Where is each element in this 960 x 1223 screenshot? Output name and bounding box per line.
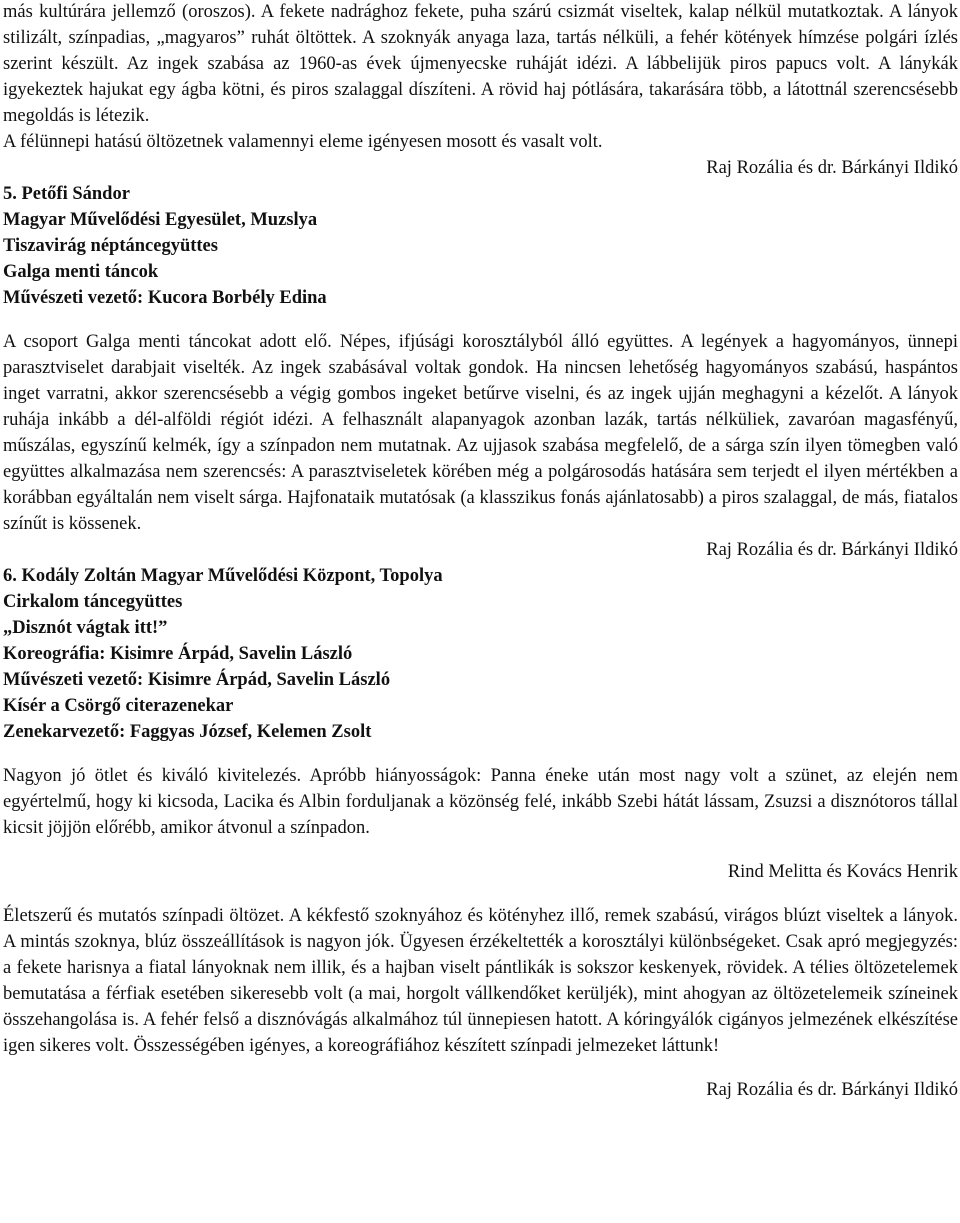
spacer: [3, 885, 958, 903]
spacer: [3, 841, 958, 859]
spacer: [3, 311, 958, 329]
intro-paragraph-2: A félünnepi hatású öltözetnek valamennyi eleme igényesen mosott és vasalt volt.: [3, 132, 603, 152]
section-6-band-leader: Zenekarvezető: Faggyas József, Kelemen Zsolt: [3, 722, 372, 742]
section-5-ensemble: Tiszavirág néptáncegyüttes: [3, 236, 218, 256]
intro-paragraph: más kultúrára jellemző (oroszos). A fekete nadrághoz fekete, puha szárú csizmát viseltek, kalap nélkül mutatkoztak. A lányok stilizált, színpadias, „magyaros” ruhát öltöttek. A szoknyák anyaga laza, tartás nélküli, a fehér kötények hímzése polgári ízlés szerint készült. Az ingek szabása az 1960-as évek újmenyecske ruháját idézi. A lábbelijük piros papucs volt. A lánykák igyekeztek hajukat egy ágba kötni, és piros szalaggal díszíteni. A rövid haj pótlására, takarására több, a látottnál szerencsésebb megoldás is létezik.: [3, 2, 958, 126]
signature: Raj Rozália és dr. Bárkányi Ildikó: [706, 1080, 958, 1100]
section-5-organization: Magyar Művelődési Egyesület, Muzslya: [3, 210, 318, 230]
spacer: [3, 1059, 958, 1077]
section-6-program: „Disznót vágtak itt!”: [3, 618, 168, 638]
section-5-title: 5. Petőfi Sándor: [3, 184, 130, 204]
document-page: [3, 0, 958, 1103]
spacer: [3, 745, 958, 763]
section-6-ensemble: Cirkalom táncegyüttes: [3, 592, 183, 612]
section-6-review-2: Életszerű és mutatós színpadi öltözet. A kékfestő szoknyához és kötényhez illő, remek szabású, virágos blúzt viseltek a lányok. A mintás szoknya, blúz összeállítások is nagyon jók. Ügyesen érzékeltették a korosztályi különbségeket. Csak apró megjegyzés: a fekete harisnya a fiatal lányoknak nem illik, és a hajban viselt pántlikák is sokszor keskenyek, rövidek. A télies öltözetelemek bemutatása a férfiak esetében sikeresebb volt (a mai, horgolt vállkendőket kerüljék), mint ahogyan az öltözetelemeik színeinek összehangolása is. A fehér felső a disznóvágás alkalmához túl ünnepiesen hatott. A kóringyálók cigányos jelmezének elkészítése igen sikeres volt. Összességében igényes, a koreográfiához készített színpadi jelmezeket láttunk!: [3, 906, 958, 1056]
section-6-accompaniment: Kísér a Csörgő citerazenekar: [3, 696, 234, 716]
signature: Raj Rozália és dr. Bárkányi Ildikó: [706, 158, 958, 178]
section-5-program: Galga menti táncok: [3, 262, 159, 282]
section-6-heading: [3, 563, 958, 745]
section-6-choreography: Koreográfia: Kisimre Árpád, Savelin László: [3, 644, 353, 664]
section-6-director: Művészeti vezető: Kisimre Árpád, Savelin László: [3, 670, 391, 690]
signature: Raj Rozália és dr. Bárkányi Ildikó: [706, 540, 958, 560]
section-5-director: Művészeti vezető: Kucora Borbély Edina: [3, 288, 327, 308]
section-6-review-1: Nagyon jó ötlet és kiváló kivitelezés. Apróbb hiányosságok: Panna éneke után most nagy volt a szünet, az elején nem egyértelmű, hogy ki kicsoda, Lacika és Albin forduljanak a közönség felé, inkább Szebi hátát lássam, Zsuzsi a disznótoros tállal kicsit jöjjön előrébb, amikor átvonul a színpadon.: [3, 766, 958, 838]
section-6-title: 6. Kodály Zoltán Magyar Művelődési Központ, Topolya: [3, 566, 443, 586]
section-5-review: A csoport Galga menti táncokat adott elő. Népes, ifjúsági korosztályból álló együttes. A legények a hagyományos, ünnepi parasztviselet darabjait viselték. Az ingek szabásával voltak gondok. Ha nincsen lehetőség hagyományos szabású, haspántos inget varratni, akkor szerencsésebb a végig gombos ingeket betűrve viselni, és az ingek ujján meghagyni a kézelőt. A lányok ruhája inkább a dél-alföldi régiót idézi. A felhasznált alapanyagok azonban lazák, tartás nélküliek, zavaróan magasfényű, műszálas, egyszínű kelmék, így a színpadon nem mutatnak. Az ujjasok szabása megfelelő, de a sárga szín ilyen tömegben való együttes alkalmazása nem szerencsés: A parasztviseletek körében még a polgárosodás hatására sem terjedt el ilyen mértékben a korábban egyáltalán nem viselt sárga. Hajfonataik mutatósak (a klasszikus fonás ajánlatosabb) a piros szalaggal, de más, fiatalos színűt is kössenek.: [3, 332, 958, 534]
signature: Rind Melitta és Kovács Henrik: [727, 862, 958, 882]
section-5-heading: [3, 181, 958, 311]
